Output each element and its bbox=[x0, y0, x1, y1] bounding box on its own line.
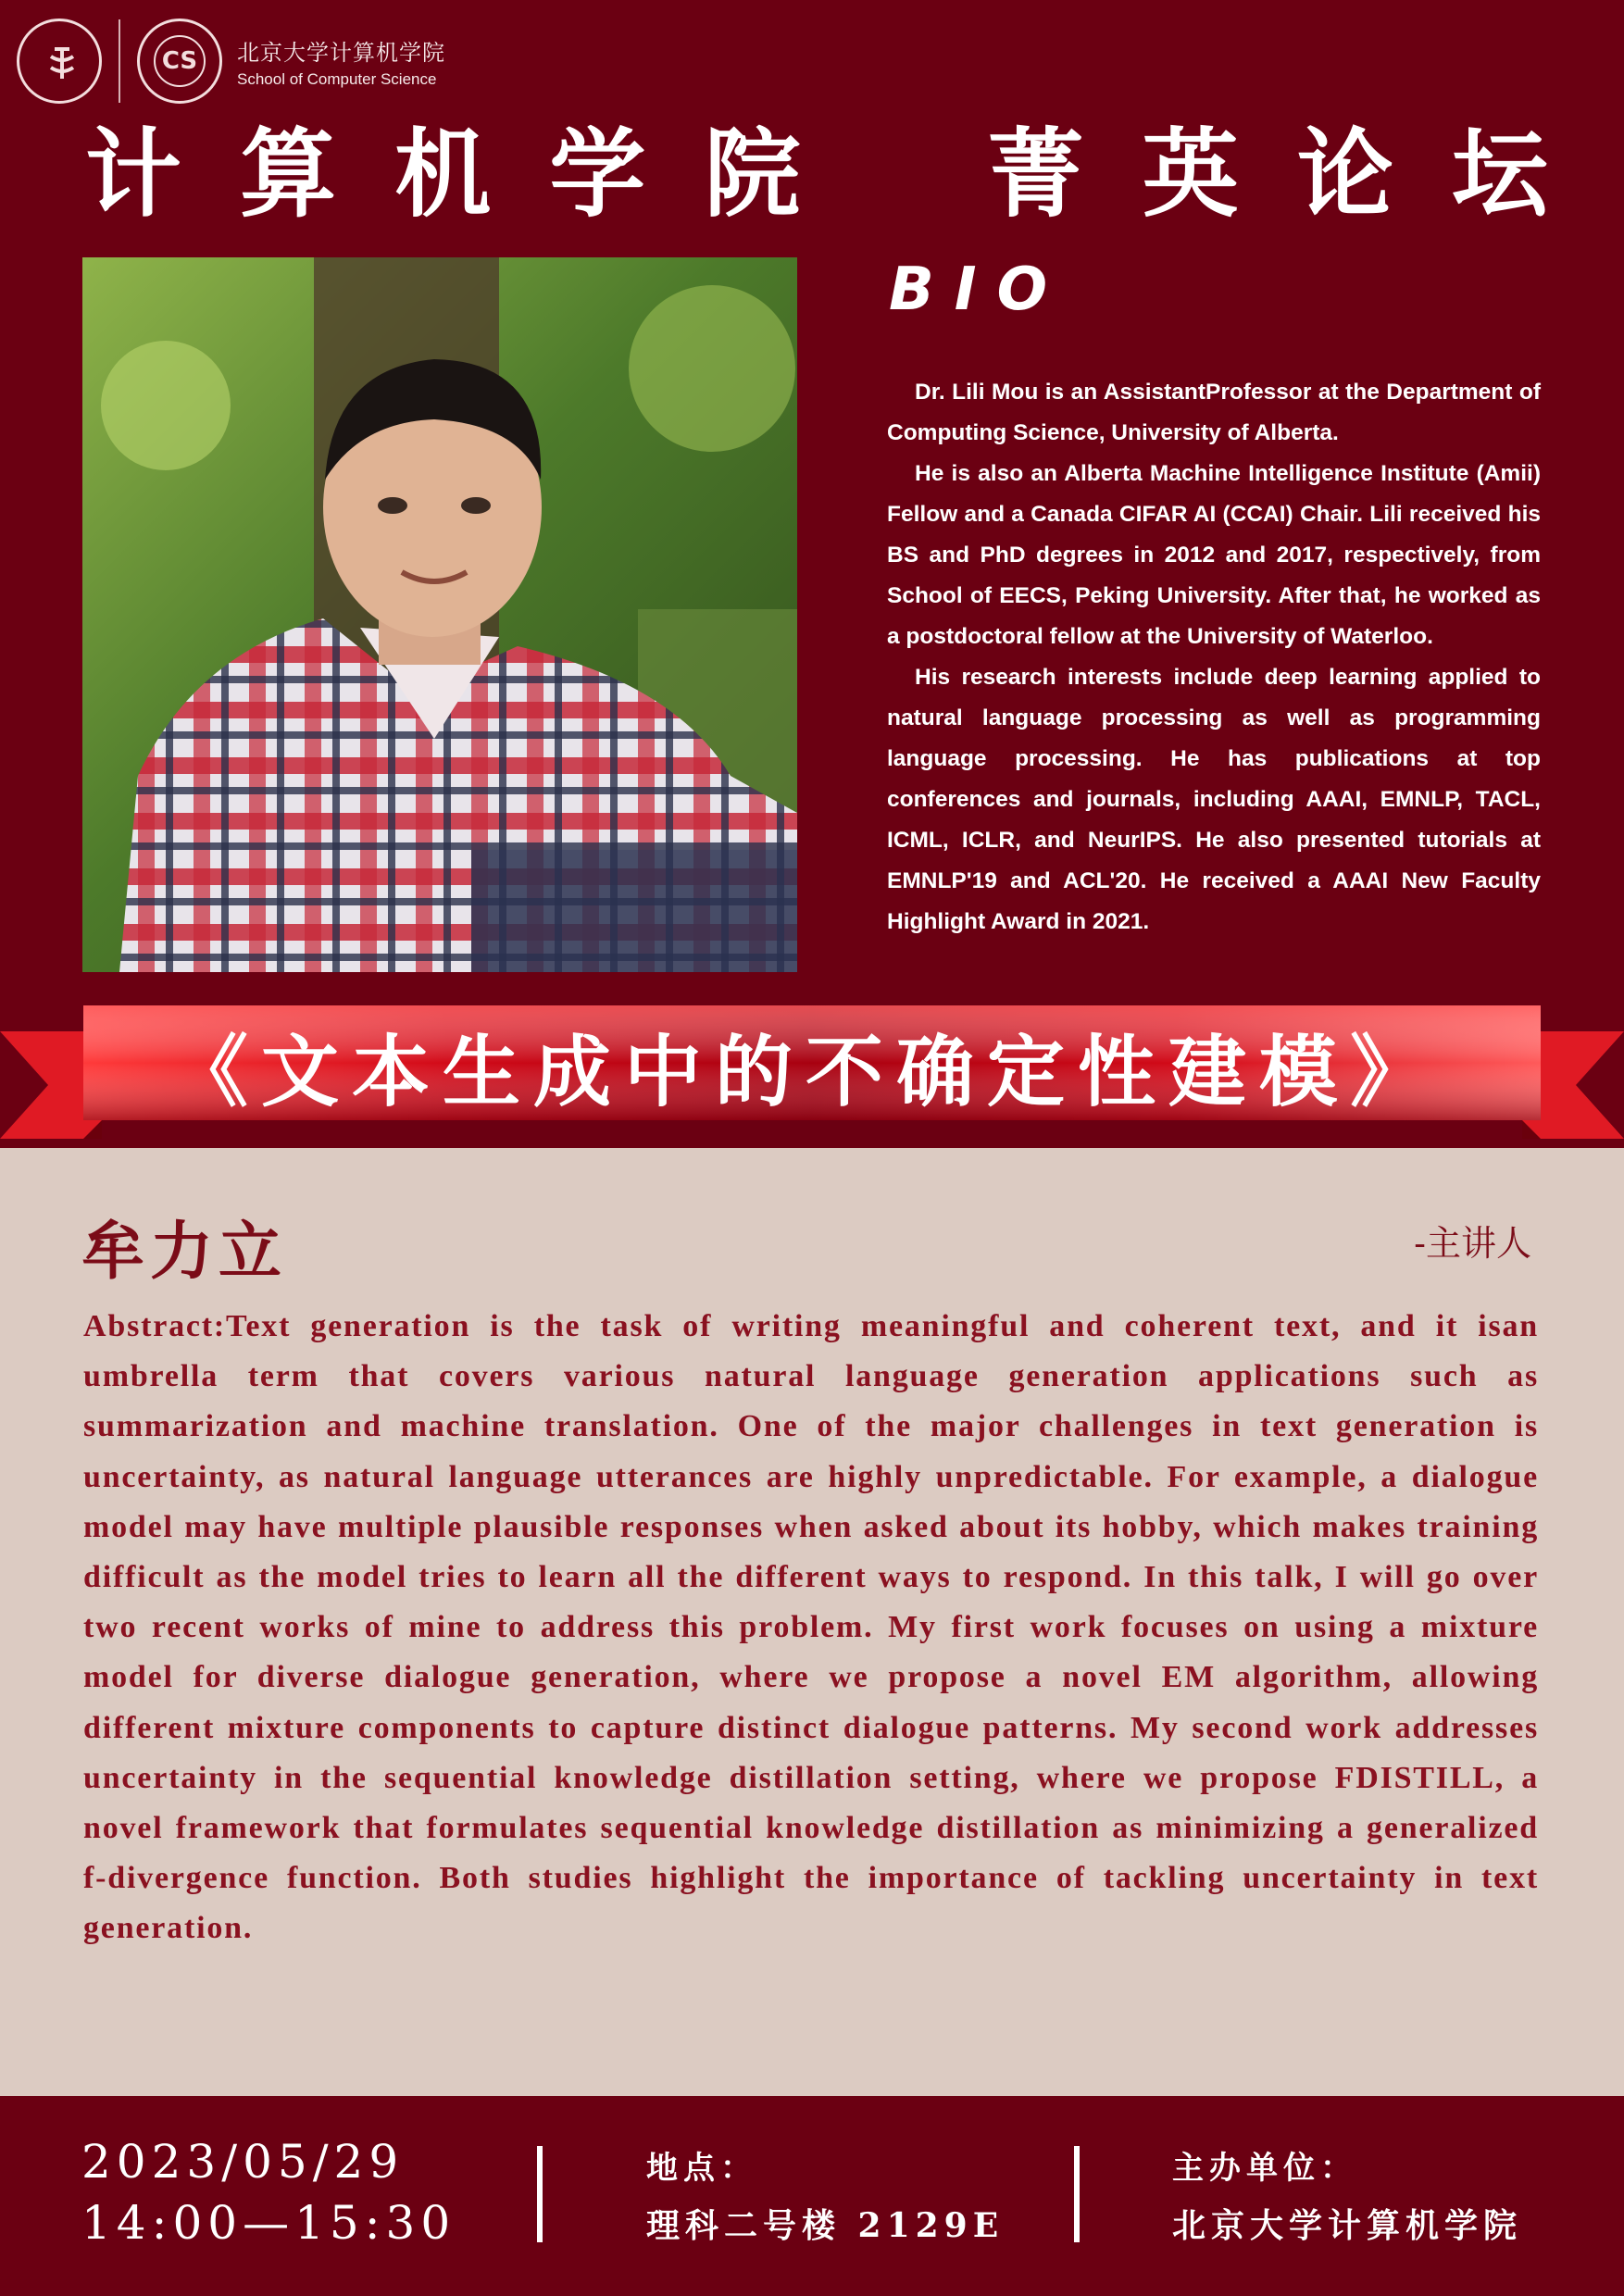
school-name-cn: 北京大学计算机学院 bbox=[237, 39, 445, 66]
place-value: 理科二号楼 2129E bbox=[646, 2206, 1005, 2245]
title-char: 机 bbox=[394, 118, 492, 231]
title-gap bbox=[859, 119, 930, 230]
speaker-photo bbox=[82, 257, 797, 972]
cs-logo-icon bbox=[137, 19, 222, 104]
bio-paragraph: Dr. Lili Mou is an AssistantProfessor at the Department of Computing Science, University of Alberta. bbox=[887, 380, 1541, 445]
organizer-label: 主办单位： bbox=[1172, 2150, 1357, 2187]
talk-title: 《文本生成中的不确定性建模》 bbox=[169, 1026, 1441, 1117]
event-date: 2023/05/29 bbox=[81, 2135, 405, 2189]
forum-title bbox=[85, 119, 1548, 230]
bio-heading: BIO bbox=[889, 256, 1068, 324]
logo-bar bbox=[17, 17, 445, 106]
title-char: 计 bbox=[85, 118, 182, 231]
bio-paragraph: His research interests include deep learning applied to natural language processing as well as programming language processing. He has publications at top conferences and journals, including AAAI, EMNLP, TACL, ICML, ICLR, and NeurIPS. He also presented tutorials at EMNLP'19 and ACL'20. He received a AAAI New Faculty Highlight Award in 2021. bbox=[887, 665, 1541, 934]
bio-paragraph: He is also an Alberta Machine Intelligence Institute (Amii) Fellow and a Canada CIFAR AI (CCAI) Chair. Lili received his BS and PhD degrees in 2012 and 2017, respectively, from School of EECS, Peking University. After that, he worked as a postdoctoral fellow at the University of Waterloo. bbox=[887, 461, 1541, 649]
abstract-text: Abstract:Text generation is the task of writing meaningful and coherent text, and it isan umbrella term that covers various natural language generation applications such as summarization and machine translation. One of the major challenges in text generation is uncertainty, as natural language utterances are highly unpredictable. For example, a dialogue model may have multiple plausible responses when asked about its hobby, which makes training difficult as the model tries to learn all the different ways to respond. In this talk, I will go over two recent works of mine to address this problem. My first work focuses on using a mixture model for diverse dialogue generation, where we propose a novel EM algorithm, allowing different mixture components to capture distinct dialogue patterns. My second work addresses uncertainty in the sequential knowledge distillation setting, where we propose FDISTILL, a novel framework that formulates sequential knowledge distillation as minimizing a generalized f-divergence function. Both studies highlight the importance of tackling uncertainty in text generation. bbox=[83, 1309, 1539, 1946]
title-char: 坛 bbox=[1451, 118, 1548, 231]
cs-logo-letters: CS bbox=[154, 35, 206, 87]
pku-logo-icon bbox=[17, 19, 102, 104]
school-name-en: School of Computer Science bbox=[237, 69, 437, 88]
title-char: 算 bbox=[240, 118, 337, 231]
event-time: 14:00—15:30 bbox=[81, 2196, 456, 2250]
title-char: 菁 bbox=[987, 118, 1084, 231]
logo-divider bbox=[119, 19, 120, 103]
event-datetime bbox=[81, 2131, 456, 2253]
bio-text bbox=[887, 372, 1541, 942]
title-char: 院 bbox=[704, 118, 801, 231]
title-char: 论 bbox=[1296, 118, 1393, 231]
footer-divider bbox=[1074, 2146, 1080, 2242]
footer-divider bbox=[537, 2146, 543, 2242]
organizer-value: 北京大学计算机学院 bbox=[1172, 2206, 1523, 2245]
school-name bbox=[237, 34, 445, 89]
title-char: 学 bbox=[549, 118, 646, 231]
speaker-name: 牟力立 bbox=[81, 1215, 288, 1289]
place-label: 地点： bbox=[646, 2150, 757, 2187]
speaker-role: -主讲人 bbox=[1414, 1223, 1531, 1264]
title-char: 英 bbox=[1142, 118, 1239, 231]
